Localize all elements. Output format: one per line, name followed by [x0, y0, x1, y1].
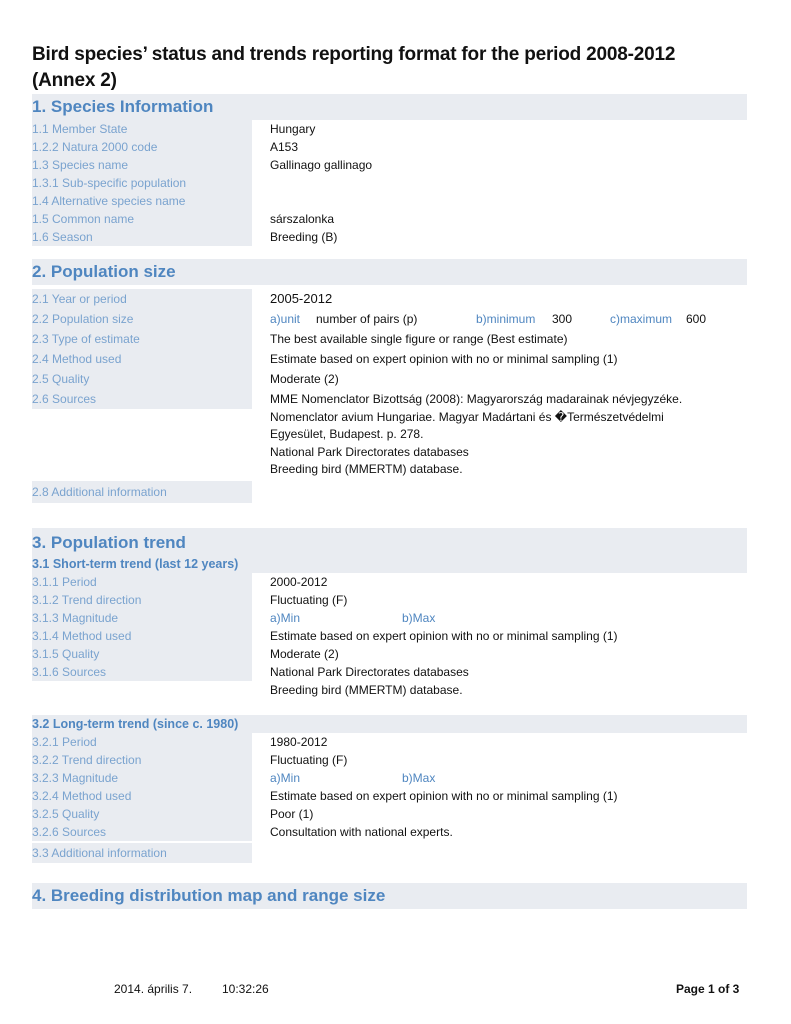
field-value: Estimate based on expert opinion with no or minimal sampling (1)	[270, 628, 618, 643]
field-label: 1.1 Member State	[32, 120, 252, 138]
source-line: Breeding bird (MMERTM) database.	[270, 682, 463, 697]
section-breeding-distribution: 4. Breeding distribution map and range size	[32, 883, 747, 909]
max-label: b)Max	[402, 610, 436, 625]
field-value: The best available single figure or range (Best estimate)	[270, 332, 568, 346]
field-value: 2000-2012	[270, 574, 328, 589]
title-line-2: (Annex 2)	[32, 70, 117, 91]
row-long-quality	[32, 805, 747, 823]
report-page	[32, 42, 747, 909]
field-label: 2.5 Quality	[32, 369, 252, 389]
source-line: MME Nomenclator Bizottság (2008): Magyarország madarainak névjegyzéke.	[270, 392, 683, 406]
field-label: 2.3 Type of estimate	[32, 329, 252, 349]
minimum-label: b)minimum	[476, 312, 536, 326]
field-label: 3.1.3 Magnitude	[32, 609, 252, 627]
min-label: a)Min	[270, 610, 301, 625]
field-value: 1980-2012	[270, 734, 328, 749]
row-short-quality	[32, 645, 747, 663]
row-sources	[32, 389, 747, 479]
row-season	[32, 228, 747, 246]
source-line: Egyesület, Budapest. p. 278.	[270, 427, 424, 441]
field-label: 3.3 Additional information	[32, 843, 252, 863]
field-label: 2.6 Sources	[32, 389, 252, 409]
magnitude-values	[252, 609, 747, 627]
row-short-direction	[32, 591, 747, 609]
row-natura-code	[32, 138, 747, 156]
row-method-used	[32, 349, 747, 369]
field-label: 3.2.4 Method used	[32, 787, 252, 805]
population-size-values	[252, 309, 747, 329]
field-label: 3.2.3 Magnitude	[32, 769, 252, 787]
short-term-trend-header: 3.1 Short-term trend (last 12 years)	[32, 555, 747, 573]
row-long-method	[32, 787, 747, 805]
field-value: sárszalonka	[270, 212, 335, 226]
row-short-method	[32, 627, 747, 645]
document-title	[32, 42, 747, 94]
field-value: 2005-2012	[270, 291, 333, 306]
field-label: 3.1.1 Period	[32, 573, 252, 591]
source-line: Nomenclator avium Hungariae. Magyar Madártani és �Természetvédelmi	[270, 409, 664, 424]
row-long-direction	[32, 751, 747, 769]
row-common-name	[32, 210, 747, 228]
field-value: Estimate based on expert opinion with no or minimal sampling (1)	[270, 788, 618, 803]
maximum-label: c)maximum	[610, 312, 672, 326]
section-population-trend: 3. Population trend	[32, 528, 747, 555]
field-label: 1.5 Common name	[32, 210, 252, 228]
field-value: Estimate based on expert opinion with no or minimal sampling (1)	[270, 352, 618, 366]
magnitude-values	[252, 769, 747, 787]
field-value: Gallinago gallinago	[270, 158, 373, 172]
field-value: Moderate (2)	[270, 372, 339, 386]
row-member-state	[32, 120, 747, 138]
row-sub-specific	[32, 174, 747, 192]
sources-list	[252, 389, 747, 479]
species-info-rows	[32, 120, 747, 246]
field-label: 3.1.5 Quality	[32, 645, 252, 663]
section-species-information: 1. Species Information	[32, 94, 747, 120]
source-line: National Park Directorates databases	[270, 444, 469, 459]
field-value: Consultation with national experts.	[270, 824, 453, 839]
field-value: Hungary	[270, 122, 316, 136]
row-population-size	[32, 309, 747, 329]
source-line: Breeding bird (MMERTM) database.	[270, 462, 463, 476]
section-population-size: 2. Population size	[32, 259, 747, 285]
row-species-name	[32, 156, 747, 174]
field-label: 1.4 Alternative species name	[32, 192, 252, 210]
row-alternative-name	[32, 192, 747, 210]
row-short-period	[32, 573, 747, 591]
row-additional-info	[32, 481, 747, 503]
row-type-of-estimate	[32, 329, 747, 349]
row-year-period	[32, 289, 747, 309]
row-long-sources	[32, 823, 747, 841]
row-short-sources	[32, 663, 747, 699]
minimum-value: 300	[552, 312, 573, 326]
field-value: Fluctuating (F)	[270, 752, 348, 767]
field-label: 2.8 Additional information	[32, 481, 252, 503]
field-label: 3.2.6 Sources	[32, 823, 252, 841]
field-value: Fluctuating (F)	[270, 592, 348, 607]
field-label: 3.1.6 Sources	[32, 663, 252, 681]
row-trend-additional-info	[32, 843, 747, 863]
title-line-1: Bird species’ status and trends reporting format for the period 2008-2012	[32, 44, 676, 65]
footer-time: 10:32:26	[222, 982, 269, 996]
row-long-magnitude	[32, 769, 747, 787]
row-long-period	[32, 733, 747, 751]
field-value: Poor (1)	[270, 806, 314, 821]
max-label: b)Max	[402, 770, 436, 785]
maximum-value: 600	[686, 312, 707, 326]
footer-page-number: Page 1 of 3	[676, 982, 740, 996]
field-value: Moderate (2)	[270, 646, 339, 661]
row-quality	[32, 369, 747, 389]
field-label: 1.6 Season	[32, 228, 252, 246]
field-value: A153	[270, 140, 299, 154]
field-label: 2.1 Year or period	[32, 289, 252, 309]
unit-value: number of pairs (p)	[316, 312, 418, 326]
row-short-magnitude	[32, 609, 747, 627]
field-label: 2.2 Population size	[32, 309, 252, 329]
sources-list	[252, 663, 747, 699]
source-line: National Park Directorates databases	[270, 664, 469, 679]
field-value: Breeding (B)	[270, 230, 338, 244]
field-label: 1.3.1 Sub-specific population	[32, 174, 252, 192]
field-label: 3.1.2 Trend direction	[32, 591, 252, 609]
footer-date: 2014. április 7.	[114, 982, 193, 996]
field-label: 1.2.2 Natura 2000 code	[32, 138, 252, 156]
field-label: 3.2.1 Period	[32, 733, 252, 751]
field-label: 3.1.4 Method used	[32, 627, 252, 645]
field-label: 1.3 Species name	[32, 156, 252, 174]
field-label: 3.2.2 Trend direction	[32, 751, 252, 769]
field-label: 2.4 Method used	[32, 349, 252, 369]
unit-label: a)unit	[270, 312, 301, 326]
field-label: 3.2.5 Quality	[32, 805, 252, 823]
min-label: a)Min	[270, 770, 301, 785]
long-term-trend-header: 3.2 Long-term trend (since c. 1980)	[32, 715, 747, 733]
